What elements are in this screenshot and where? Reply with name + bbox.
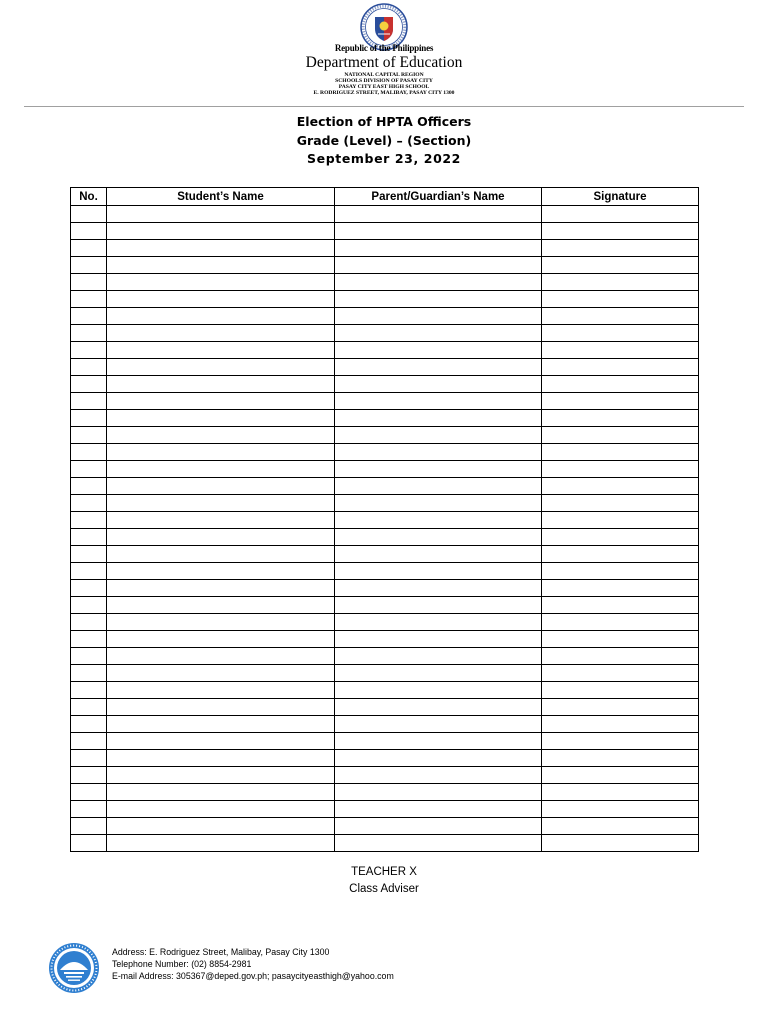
row-no-cell (71, 767, 107, 784)
signature-cell (542, 767, 699, 784)
signature-cell (542, 733, 699, 750)
row-no-cell (71, 240, 107, 257)
student-name-cell (107, 835, 335, 852)
student-name-cell (107, 801, 335, 818)
table-row (71, 512, 699, 529)
parent-name-cell (335, 206, 542, 223)
student-name-cell (107, 614, 335, 631)
student-name-cell (107, 597, 335, 614)
row-no-cell (71, 546, 107, 563)
department-title: Department of Education (305, 54, 463, 71)
table-row (71, 444, 699, 461)
parent-name-cell (335, 597, 542, 614)
parent-name-cell (335, 444, 542, 461)
student-name-cell (107, 546, 335, 563)
student-name-cell (107, 716, 335, 733)
student-name-cell (107, 733, 335, 750)
parent-name-cell (335, 512, 542, 529)
student-name-cell (107, 342, 335, 359)
student-name-cell (107, 529, 335, 546)
parent-name-cell (335, 495, 542, 512)
row-no-cell (71, 529, 107, 546)
row-no-cell (71, 563, 107, 580)
signature-cell (542, 597, 699, 614)
column-header-no: No. (71, 188, 107, 206)
student-name-cell (107, 699, 335, 716)
row-no-cell (71, 580, 107, 597)
row-no-cell (71, 478, 107, 495)
signature-cell (542, 342, 699, 359)
signature-cell (542, 478, 699, 495)
row-no-cell (71, 274, 107, 291)
footer-telephone: Telephone Number: (02) 8854-2981 (112, 959, 252, 969)
parent-name-cell (335, 665, 542, 682)
row-no-cell (71, 376, 107, 393)
signature-cell (542, 784, 699, 801)
region-text: NATIONAL CAPITAL REGION (344, 72, 424, 78)
date-line: September 23, 2022 (307, 151, 461, 166)
table-row (71, 393, 699, 410)
signature-cell (542, 818, 699, 835)
parent-name-cell (335, 478, 542, 495)
student-name-cell (107, 393, 335, 410)
signature-cell (542, 376, 699, 393)
table-row (71, 750, 699, 767)
row-no-cell (71, 461, 107, 478)
table-row (71, 240, 699, 257)
parent-name-cell (335, 393, 542, 410)
student-name-cell (107, 257, 335, 274)
division-text: SCHOOLS DIVISION OF PASAY CITY (335, 78, 433, 84)
row-no-cell (71, 682, 107, 699)
parent-name-cell (335, 257, 542, 274)
table-row (71, 274, 699, 291)
row-no-cell (71, 716, 107, 733)
parent-name-cell (335, 308, 542, 325)
parent-name-cell (335, 529, 542, 546)
table-row (71, 291, 699, 308)
table-row (71, 784, 699, 801)
table-row (71, 410, 699, 427)
parent-name-cell (335, 427, 542, 444)
signature-cell (542, 716, 699, 733)
parent-name-cell (335, 767, 542, 784)
row-no-cell (71, 359, 107, 376)
student-name-cell (107, 665, 335, 682)
parent-name-cell (335, 223, 542, 240)
student-name-cell (107, 512, 335, 529)
signature-cell (542, 359, 699, 376)
student-name-cell (107, 631, 335, 648)
document-title: Election of HPTA Officers (296, 114, 472, 129)
signature-cell (542, 512, 699, 529)
student-name-cell (107, 308, 335, 325)
table-row (71, 342, 699, 359)
signature-cell (542, 563, 699, 580)
signature-cell (542, 546, 699, 563)
parent-name-cell (335, 410, 542, 427)
parent-name-cell (335, 750, 542, 767)
row-no-cell (71, 733, 107, 750)
student-name-cell (107, 495, 335, 512)
student-name-cell (107, 750, 335, 767)
table-row (71, 461, 699, 478)
student-name-cell (107, 206, 335, 223)
signature-cell (542, 240, 699, 257)
footer-email: E-mail Address: 305367@deped.gov.ph; pasaycityeasthigh@yahoo.com (112, 971, 394, 981)
row-no-cell (71, 325, 107, 342)
parent-name-cell (335, 835, 542, 852)
parent-name-cell (335, 614, 542, 631)
signatory-role: Class Adviser (349, 883, 419, 895)
table-row (71, 529, 699, 546)
signature-cell (542, 682, 699, 699)
student-name-cell (107, 410, 335, 427)
row-no-cell (71, 206, 107, 223)
student-name-cell (107, 359, 335, 376)
signature-cell (542, 223, 699, 240)
table-row (71, 716, 699, 733)
parent-name-cell (335, 631, 542, 648)
table-row (71, 308, 699, 325)
row-no-cell (71, 410, 107, 427)
column-header-student-name: Student’s Name (107, 188, 335, 206)
signature-cell (542, 308, 699, 325)
row-no-cell (71, 614, 107, 631)
student-name-cell (107, 240, 335, 257)
column-header-parent-name: Parent/Guardian’s Name (335, 188, 542, 206)
signature-cell (542, 631, 699, 648)
row-no-cell (71, 342, 107, 359)
student-name-cell (107, 325, 335, 342)
student-name-cell (107, 376, 335, 393)
table-row (71, 495, 699, 512)
row-no-cell (71, 393, 107, 410)
table-row (71, 359, 699, 376)
signature-cell (542, 614, 699, 631)
row-no-cell (71, 223, 107, 240)
signature-cell (542, 648, 699, 665)
row-no-cell (71, 835, 107, 852)
table-row (71, 699, 699, 716)
row-no-cell (71, 818, 107, 835)
row-no-cell (71, 427, 107, 444)
footer-address: Address: E. Rodriguez Street, Malibay, Pasay City 1300 (112, 947, 330, 957)
street-text: E. RODRIGUEZ STREET, MALIBAY, PASAY CITY 1300 (313, 90, 455, 96)
student-name-cell (107, 563, 335, 580)
table-row (71, 614, 699, 631)
table-header-row (71, 188, 699, 206)
parent-name-cell (335, 648, 542, 665)
table-row (71, 767, 699, 784)
parent-name-cell (335, 342, 542, 359)
signatory-name: TEACHER X (351, 866, 417, 878)
signature-cell (542, 750, 699, 767)
table-row (71, 478, 699, 495)
republic-text: Republic of the Philippines (334, 43, 434, 53)
signature-cell (542, 495, 699, 512)
parent-name-cell (335, 784, 542, 801)
table-body (71, 206, 699, 852)
table-row (71, 325, 699, 342)
signature-cell (542, 257, 699, 274)
parent-name-cell (335, 818, 542, 835)
parent-name-cell (335, 801, 542, 818)
parent-name-cell (335, 376, 542, 393)
table-row (71, 733, 699, 750)
row-no-cell (71, 308, 107, 325)
table-row (71, 206, 699, 223)
row-no-cell (71, 597, 107, 614)
row-no-cell (71, 495, 107, 512)
header-divider (24, 106, 744, 107)
parent-name-cell (335, 682, 542, 699)
parent-name-cell (335, 274, 542, 291)
table-row (71, 665, 699, 682)
parent-name-cell (335, 733, 542, 750)
student-name-cell (107, 291, 335, 308)
student-name-cell (107, 818, 335, 835)
signature-cell (542, 427, 699, 444)
student-name-cell (107, 784, 335, 801)
row-no-cell (71, 750, 107, 767)
table-row (71, 563, 699, 580)
table-row (71, 631, 699, 648)
row-no-cell (71, 512, 107, 529)
student-name-cell (107, 648, 335, 665)
parent-name-cell (335, 240, 542, 257)
student-name-cell (107, 767, 335, 784)
row-no-cell (71, 784, 107, 801)
signature-cell (542, 461, 699, 478)
table-row (71, 546, 699, 563)
table-row (71, 648, 699, 665)
student-name-cell (107, 682, 335, 699)
table-row (71, 580, 699, 597)
signature-cell (542, 699, 699, 716)
student-name-cell (107, 580, 335, 597)
column-header-signature: Signature (542, 188, 699, 206)
row-no-cell (71, 291, 107, 308)
table-row (71, 835, 699, 852)
signature-cell (542, 274, 699, 291)
parent-name-cell (335, 325, 542, 342)
table-row (71, 597, 699, 614)
school-text: PASAY CITY EAST HIGH SCHOOL (338, 84, 430, 90)
signature-cell (542, 444, 699, 461)
student-name-cell (107, 274, 335, 291)
row-no-cell (71, 699, 107, 716)
table-row (71, 801, 699, 818)
signature-cell (542, 325, 699, 342)
signature-cell (542, 410, 699, 427)
signature-cell (542, 665, 699, 682)
student-name-cell (107, 427, 335, 444)
parent-name-cell (335, 359, 542, 376)
school-logo-icon (48, 942, 100, 994)
parent-name-cell (335, 546, 542, 563)
parent-name-cell (335, 580, 542, 597)
table-row (71, 376, 699, 393)
signature-cell (542, 206, 699, 223)
parent-name-cell (335, 291, 542, 308)
parent-name-cell (335, 563, 542, 580)
student-name-cell (107, 223, 335, 240)
row-no-cell (71, 631, 107, 648)
table-row (71, 427, 699, 444)
row-no-cell (71, 444, 107, 461)
row-no-cell (71, 801, 107, 818)
table-row (71, 818, 699, 835)
table-row (71, 223, 699, 240)
student-name-cell (107, 444, 335, 461)
student-name-cell (107, 478, 335, 495)
row-no-cell (71, 648, 107, 665)
signature-cell (542, 801, 699, 818)
parent-name-cell (335, 716, 542, 733)
student-name-cell (107, 461, 335, 478)
signature-cell (542, 393, 699, 410)
parent-name-cell (335, 699, 542, 716)
grade-section-line: Grade (Level) – (Section) (296, 133, 472, 148)
row-no-cell (71, 257, 107, 274)
table-row (71, 682, 699, 699)
attendance-table (70, 187, 699, 852)
signature-cell (542, 291, 699, 308)
signature-cell (542, 580, 699, 597)
signature-cell (542, 835, 699, 852)
row-no-cell (71, 665, 107, 682)
table-row (71, 257, 699, 274)
parent-name-cell (335, 461, 542, 478)
signature-cell (542, 529, 699, 546)
